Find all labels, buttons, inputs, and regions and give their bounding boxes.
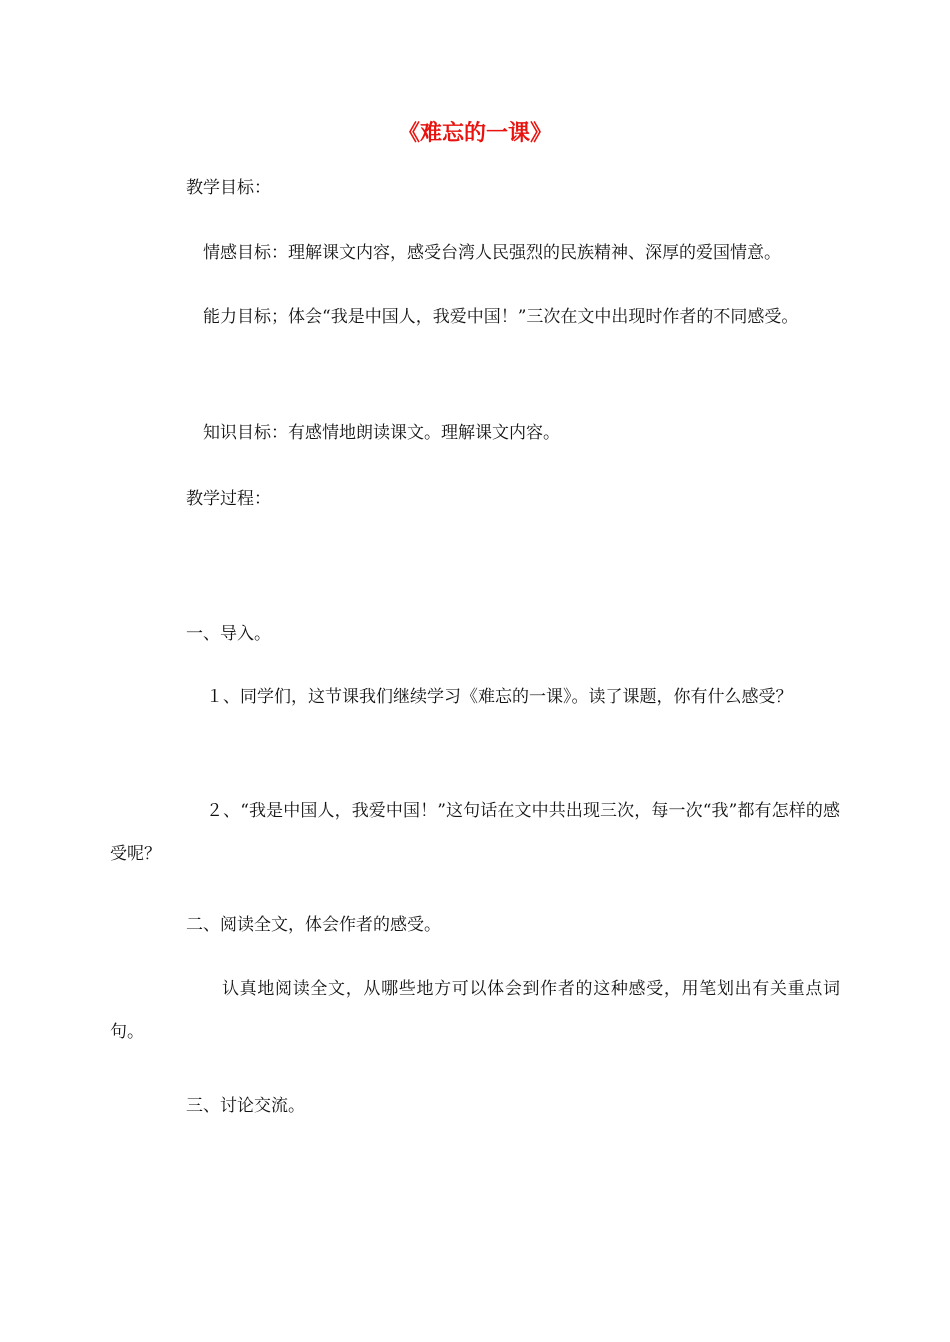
teaching-goals-heading: 教学目标： [186, 178, 271, 198]
section2-text: 认真地阅读全文，从哪些地方可以体会到作者的这种感受，用笔划出有关重点词句。 [110, 979, 840, 1042]
process-heading: 教学过程： [186, 489, 271, 509]
section3-heading: 三、讨论交流。 [186, 1096, 305, 1116]
section1-heading: 一、导入。 [186, 624, 271, 644]
ability-goal: 能力目标；体会“我是中国人，我爱中国！”三次在文中出现时作者的不同感受。 [203, 307, 799, 327]
document-title: 《难忘的一课》 [397, 120, 552, 146]
section2-heading: 二、阅读全文，体会作者的感受。 [186, 915, 441, 935]
emotion-goal: 情感目标：理解课文内容，感受台湾人民强烈的民族精神、深厚的爱国情意。 [203, 243, 781, 263]
knowledge-goal: 知识目标：有感情地朗读课文。理解课文内容。 [203, 423, 560, 443]
section1-item2: ２、“我是中国人，我爱中国！”这句话在文中共出现三次，每一次“我”都有怎样的感受呢？ [110, 801, 840, 864]
section1-item1: １、同学们，这节课我们继续学习《难忘的一课》。读了课题，你有什么感受？ [206, 687, 793, 707]
